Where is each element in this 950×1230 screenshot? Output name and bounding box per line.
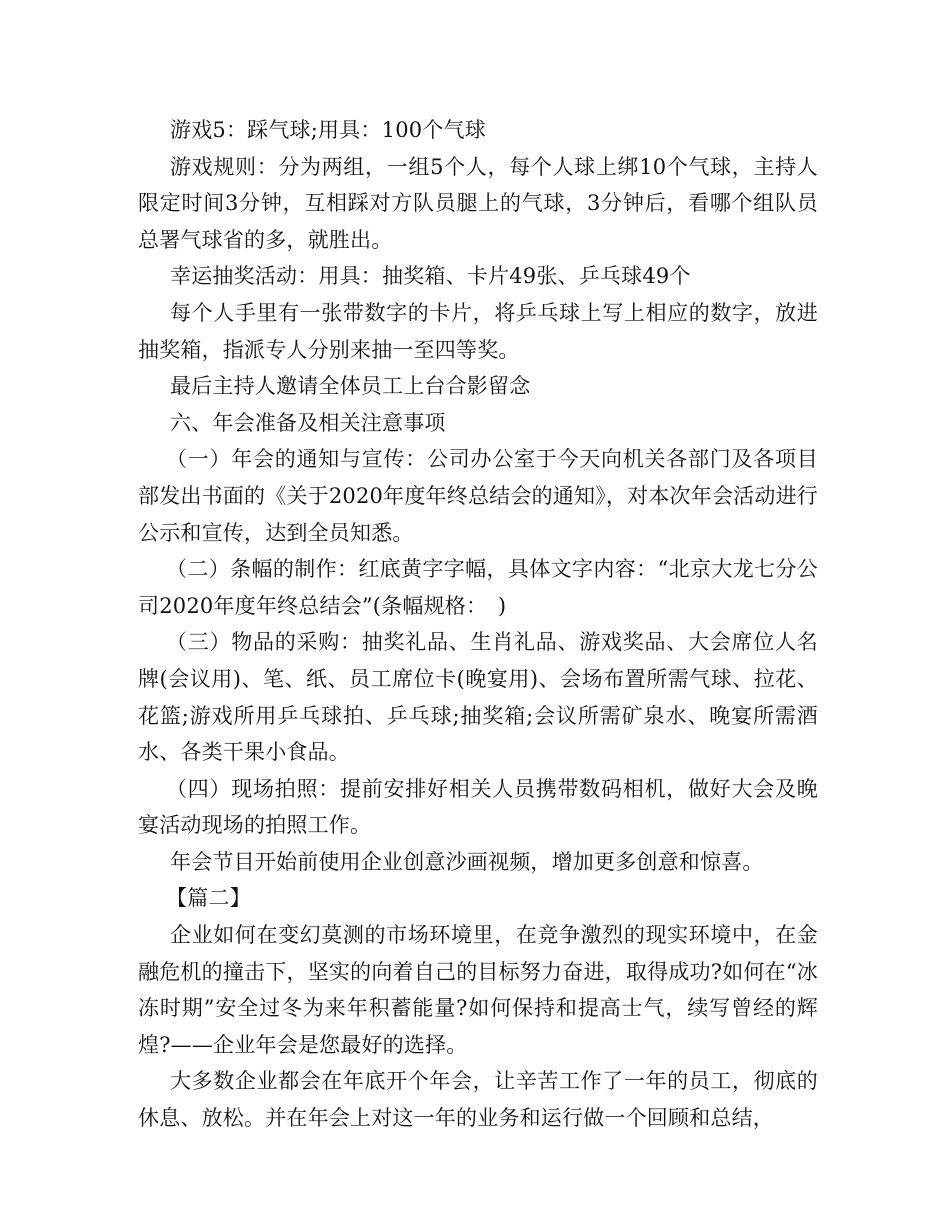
paragraph-enterprise-question: 企业如何在变幻莫测的市场环境里，在竞争激烈的现实环境中，在金融危机的撞击下，坚实的向着自己的目标努力奋进，取得成功?如何在“冰冻时期”安全过冬为来年积蓄能量?如何保持和提高士气，续写曾经的辉煌?——企业年会是您最好的选择。 xyxy=(138,923,818,1057)
paragraph-draw-rules: 每个人手里有一张带数字的卡片，将乒乓球上写上相应的数字，放进抽奖箱，指派专人分别来抽一至四等奖。 xyxy=(138,300,818,362)
paragraph-lucky-draw: 幸运抽奖活动：用具：抽奖箱、卡片49张、乒乓球49个 xyxy=(170,264,691,289)
paragraph-purchase: （三）物品的采购：抽奖礼品、生肖礼品、游戏奖品、大会席位人名牌(会议用)、笔、纸、员工席位卡(晚宴用)、会场布置所需气球、拉花、花篮;游戏所用乒乓球拍、乒乓球;抽奖箱;会议所需矿泉水、晚宴所需酒水、各类干果小食品。 xyxy=(138,630,818,765)
document-body xyxy=(138,112,818,1137)
paragraph-banner: （二）条幅的制作：红底黄字字幅，具体文字内容：“北京大龙七分公司2020年度年终总结会”(条幅规格： ) xyxy=(138,557,818,618)
paragraph-notice: （一）年会的通知与宣传：公司办公室于今天向机关各部门及各项目部发出书面的《关于2020年度年终总结会的通知》，对本次年会活动进行公示和宣传，达到全员知悉。 xyxy=(138,447,818,545)
section-heading-preparation: 六、年会准备及相关注意事项 xyxy=(170,410,446,435)
paragraph-game5: 游戏5：踩气球;用具：100个气球 xyxy=(170,118,486,142)
paragraph-annual-meeting: 大多数企业都会在年底开个年会，让辛苦工作了一年的员工，彻底的休息、放松。并在年会上对这一年的业务和运行做一个回顾和总结， xyxy=(138,1069,818,1131)
paragraph-game-rules: 游戏规则：分为两组，一组5个人，每个人球上绑10个气球，主持人限定时间3分钟，互相踩对方队员腿上的气球，3分钟后，看哪个组队员总署气球省的多，就胜出。 xyxy=(138,154,818,252)
paragraph-group-photo: 最后主持人邀请全体员工上台合影留念 xyxy=(170,374,531,399)
paragraph-photography: （四）现场拍照：提前安排好相关人员携带数码相机，做好大会及晚宴活动现场的拍照工作。 xyxy=(138,776,818,838)
section-heading-part-two: 【篇二】 xyxy=(166,886,251,911)
paragraph-sand-painting: 年会节目开始前使用企业创意沙画视频，增加更多创意和惊喜。 xyxy=(170,849,764,874)
